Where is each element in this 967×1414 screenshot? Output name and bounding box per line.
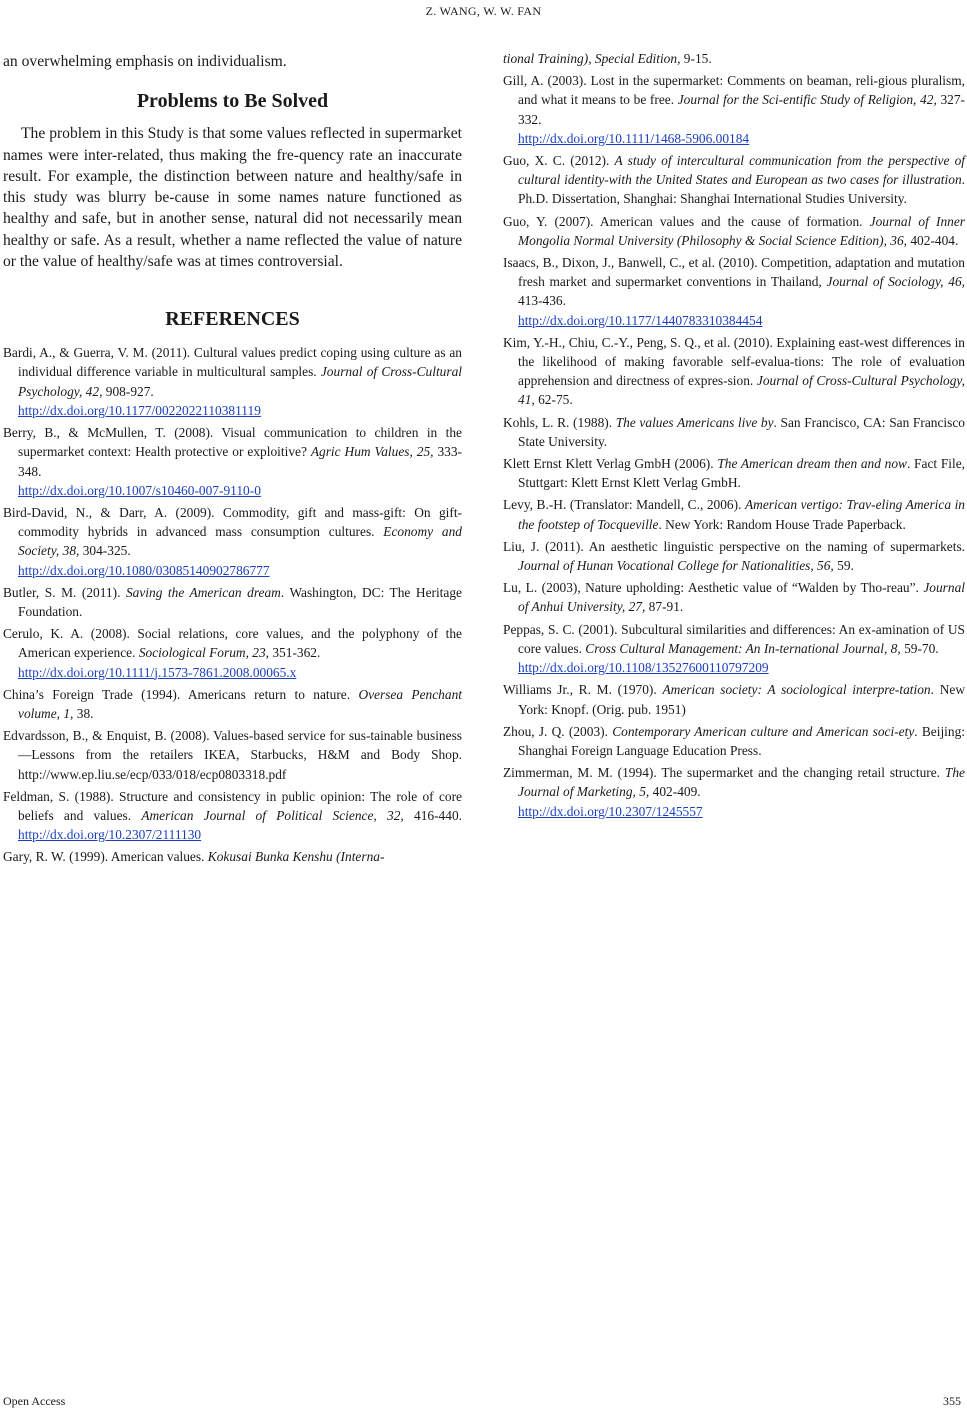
reference-pages: 304-325. xyxy=(79,543,131,559)
reference-pages: 9-15. xyxy=(680,51,712,66)
reference-text: Klett Ernst Klett Verlag GmbH (2006). xyxy=(503,456,718,472)
reference-item xyxy=(3,685,462,723)
reference-item xyxy=(503,413,965,451)
reference-text: Liu, J. (2011). An aesthetic linguistic perspective on the naming of supermarkets. xyxy=(503,538,965,554)
reference-item xyxy=(3,343,462,420)
reference-item xyxy=(503,620,965,678)
reference-source: Oversea Penchant volume, 1, xyxy=(18,686,462,721)
reference-item xyxy=(503,680,965,718)
reference-text: Zhou, J. Q. (2003). xyxy=(503,723,613,739)
doi-link[interactable]: http://dx.doi.org/10.2307/1245557 xyxy=(518,803,703,819)
doi-link[interactable]: http://dx.doi.org/10.1111/j.1573-7861.2008.00065.x xyxy=(18,664,297,680)
reference-pages: 333-348. xyxy=(18,444,462,479)
reference-item xyxy=(503,537,965,575)
reference-pages: 59. xyxy=(833,558,854,574)
reference-item xyxy=(3,503,462,580)
reference-text: Levy, B.-H. (Translator: Mandell, C., 2006). xyxy=(503,497,745,513)
reference-pages: 413-436. xyxy=(518,293,566,309)
reference-text: Kohls, L. R. (1988). xyxy=(503,414,616,430)
reference-source: American Journal of Political Science, 32, xyxy=(141,807,404,823)
reference-text: Williams Jr., R. M. (1970). xyxy=(503,682,663,698)
reference-pages: 62-75. xyxy=(534,392,573,408)
reference-source: A study of intercultural communication from the perspective of cultural identity-with the United States and European as two cases for illustration xyxy=(518,153,965,188)
section-body: The problem in this Study is that some values reflected in supermarket names were inter-related, thus making the fre-quency rate an inaccurate result. For example, the distinction between nature and healthy/safe in this study was blurry be-cause in some names nature functioned as healthy and safe, but in another sense, natural did not necessarily mean healthy or safe. As a result, whether a name reflected the value of nature or the value of healthy/safe was at times controversial. xyxy=(3,125,462,270)
reference-text: China’s Foreign Trade (1994). Americans return to nature. xyxy=(3,686,359,702)
reference-pages: 351-362. xyxy=(269,645,321,661)
reference-pages: 38. xyxy=(73,705,94,721)
reference-source: Journal of Anhui University, 27, xyxy=(518,580,965,615)
reference-source: American vertigo: Trav-eling America in the footstep of Tocqueville xyxy=(518,497,965,532)
doi-link[interactable]: http://dx.doi.org/10.1108/13527600110797209 xyxy=(518,660,769,676)
doi-link[interactable]: http://dx.doi.org/10.1177/0022022110381119 xyxy=(18,402,261,418)
reference-pages: 402-409. xyxy=(649,784,701,800)
references-list-right xyxy=(503,49,965,821)
section-title: Problems to Be Solved xyxy=(136,90,329,113)
reference-item xyxy=(503,763,965,821)
reference-pages: 87-91. xyxy=(645,599,684,615)
reference-pages: 327-332. xyxy=(518,92,965,127)
doi-link[interactable]: http://dx.doi.org/10.2307/2111130 xyxy=(18,827,202,843)
reference-source: Journal of Sociology, 46, xyxy=(826,274,965,290)
reference-item xyxy=(3,423,462,500)
reference-pages: . Beijing: Shanghai Foreign Language Education Press. xyxy=(518,723,965,758)
left-column xyxy=(3,52,462,870)
reference-source: The American dream then and now xyxy=(717,456,907,472)
page-number: 355 xyxy=(943,1394,961,1408)
running-head: Z. WANG, W. W. FAN xyxy=(425,4,542,18)
reference-text: Edvardsson, B., & Enquist, B. (2008). Values-based service for sus-tainable business—Lessons from the retailers IKEA, Starbucks, H&M and Body Shop. http://www.ep.liu.se/ecp/033/018/ecp0803318.pdf xyxy=(3,728,462,782)
reference-source: Cross Cultural Management: An In-ternational Journal, 8, xyxy=(585,640,901,656)
reference-text: Butler, S. M. (2011). xyxy=(3,584,126,600)
reference-source: The values Americans live by xyxy=(615,414,774,430)
reference-item xyxy=(503,578,965,616)
reference-source: Sociological Forum, 23, xyxy=(138,645,270,661)
reference-item xyxy=(503,253,965,330)
reference-source: Journal of Hunan Vocational College for Nationalities, 56, xyxy=(518,558,834,574)
reference-item xyxy=(3,847,462,866)
reference-pages: 908-927. xyxy=(102,383,154,399)
reference-item xyxy=(503,495,965,533)
reference-source: Agric Hum Values, 25, xyxy=(310,444,434,460)
reference-text: Zimmerman, M. M. (1994). The supermarket and the changing retail structure. xyxy=(503,765,945,781)
reference-item xyxy=(503,212,965,250)
reference-item xyxy=(503,333,965,410)
reference-source: Journal of Cross-Cultural Psychology, 41, xyxy=(518,373,965,408)
doi-link[interactable]: http://dx.doi.org/10.1007/s10460-007-9110-0 xyxy=(18,482,261,498)
reference-text: Guo, Y. (2007). American values and the cause of formation. xyxy=(503,213,870,229)
reference-pages: 416-440. xyxy=(403,807,462,823)
reference-pages: . New York: Random House Trade Paperback. xyxy=(658,516,906,532)
references-title: REFERENCES xyxy=(165,308,300,331)
footer-open-access: Open Access xyxy=(3,1394,66,1408)
reference-text: Bird-David, N., & Darr, A. (2009). Commodity, gift and mass-gift: On gift-commodity hybrids in advanced mass consumption cultures. xyxy=(3,504,462,540)
reference-text: Cerulo, K. A. (2008). Social relations, core values, and the polyphony of the American experience. xyxy=(3,626,462,661)
reference-item xyxy=(3,624,462,682)
reference-source: Journal for the Sci-entific Study of Religion, 42, xyxy=(677,92,937,108)
reference-text: Feldman, S. (1988). Structure and consistency in public opinion: The role of core beliefs and values. xyxy=(3,788,462,823)
reference-source: American society: A sociological interpre-tation xyxy=(662,682,931,698)
reference-text: Isaacs, B., Dixon, J., Banwell, C., et al. (2010). Competition, adaptation and mutation fresh market and supermarket conventions in Thailand, xyxy=(503,255,965,290)
right-column xyxy=(503,49,965,824)
reference-source: Kokusai Bunka Kenshu (Interna- xyxy=(207,849,385,865)
reference-text: Guo, X. C. (2012). xyxy=(503,153,615,169)
reference-item xyxy=(3,787,462,845)
reference-pages: . Fact File, Stuttgart: Klett Ernst Klett Verlag GmbH. xyxy=(518,456,965,491)
references-list-left xyxy=(3,343,462,866)
reference-item xyxy=(3,726,462,784)
reference-text: Gill, A. (2003). Lost in the supermarket: Comments on beaman, reli-gious pluralism, and what it means to be free. xyxy=(503,73,965,108)
reference-source: Saving the American dream xyxy=(125,584,281,600)
reference-source: The Journal of Marketing, 5, xyxy=(518,765,965,800)
reference-pages: . Washington, DC: The Heritage Foundation. xyxy=(18,584,462,619)
reference-item xyxy=(503,722,965,760)
doi-link[interactable]: http://dx.doi.org/10.1080/03085140902786777 xyxy=(18,562,270,578)
reference-text: Lu, L. (2003), Nature upholding: Aesthetic value of “Walden by Tho-reau”. xyxy=(503,580,924,596)
reference-source: tional Training), Special Edition, xyxy=(503,51,681,66)
reference-source: Journal of Cross-Cultural Psychology, 42, xyxy=(18,364,462,399)
reference-text: Bardi, A., & Guerra, V. M. (2011). Cultural values predict coping using culture as an individual difference variable in multicultural samples. xyxy=(3,345,462,380)
reference-item xyxy=(503,49,965,68)
reference-pages: 402-404. xyxy=(907,232,959,248)
reference-source: Contemporary American culture and American soci-ety xyxy=(612,723,915,739)
reference-item xyxy=(503,71,965,148)
reference-item xyxy=(503,454,965,492)
doi-link[interactable]: http://dx.doi.org/10.1111/1468-5906.00184 xyxy=(518,130,750,146)
reference-source: Journal of Inner Mongolia Normal University (Philosophy & Social Science Edition), 36, xyxy=(518,213,965,248)
doi-link[interactable]: http://dx.doi.org/10.1177/1440783310384454 xyxy=(518,312,763,328)
reference-item xyxy=(503,151,965,209)
reference-pages: . New York: Knopf. (Orig. pub. 1951) xyxy=(518,682,965,717)
reference-text: Berry, B., & McMullen, T. (2008). Visual communication to children in the supermarket context: Health protective or exploitive? xyxy=(3,425,462,460)
reference-pages: 59-70. xyxy=(900,640,939,656)
reference-text: Gary, R. W. (1999). American values. xyxy=(3,849,208,865)
lead-paragraph: an overwhelming emphasis on individualism. xyxy=(3,53,287,70)
reference-item xyxy=(3,583,462,621)
reference-pages: . Ph.D. Dissertation, Shanghai: Shanghai International Studies University. xyxy=(518,172,965,207)
reference-text: Kim, Y.-H., Chiu, C.-Y., Peng, S. Q., et al. (2010). Explaining east-west differences in the likelihood of making favorable self-evalua-tions: The role of evaluation apprehension and directness of expres-sion. xyxy=(503,334,965,389)
reference-text: Peppas, S. C. (2001). Subcultural similarities and differences: An ex-amination of US core values. xyxy=(503,621,965,656)
reference-source: Economy and Society, 38, xyxy=(18,524,462,559)
reference-pages: . San Francisco, CA: San Francisco State University. xyxy=(518,414,965,449)
